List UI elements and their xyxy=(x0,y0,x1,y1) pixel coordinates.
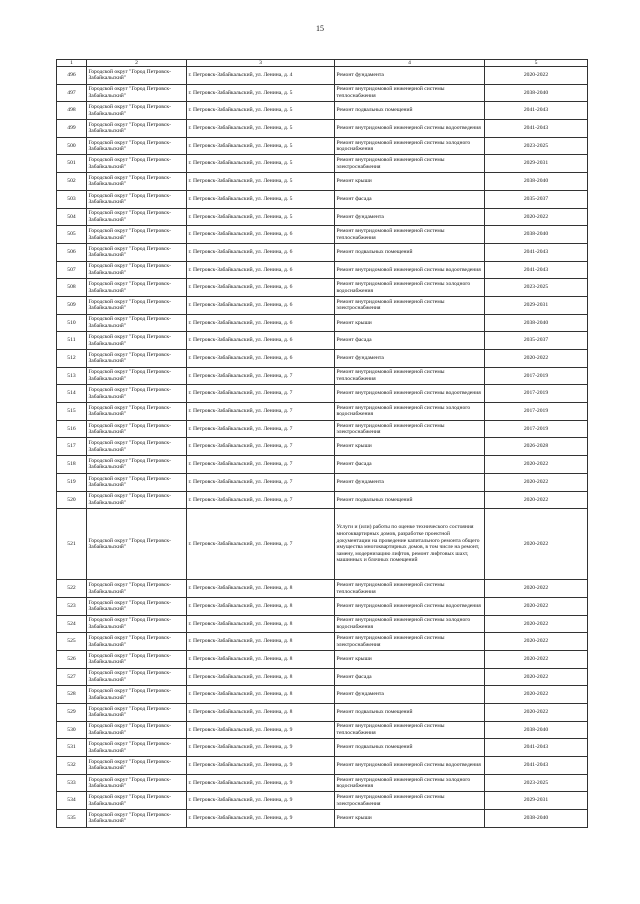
table-row xyxy=(57,403,588,421)
municipality-cell: Городской округ "Город Петровск-Забайкальский" xyxy=(87,226,187,244)
address-cell: г. Петровск-Забайкальский, ул. Ленина, д. 5 xyxy=(187,173,335,191)
period-cell: 2020-2022 xyxy=(485,473,588,491)
municipality-cell: Городской округ "Город Петровск-Забайкальский" xyxy=(87,438,187,456)
period-cell: 2020-2022 xyxy=(485,456,588,474)
address-cell: г. Петровск-Забайкальский, ул. Ленина, д. 8 xyxy=(187,686,335,704)
table-row xyxy=(57,721,588,739)
table-row xyxy=(57,208,588,226)
table-row xyxy=(57,67,588,85)
row-number: 527 xyxy=(57,668,87,686)
work-type-cell: Ремонт фундамента xyxy=(335,350,485,368)
row-number: 517 xyxy=(57,438,87,456)
table-row xyxy=(57,456,588,474)
municipality-cell: Городской округ "Город Петровск-Забайкальский" xyxy=(87,739,187,757)
work-type-cell: Ремонт крыши xyxy=(335,810,485,828)
period-cell: 2038-2040 xyxy=(485,721,588,739)
address-cell: г. Петровск-Забайкальский, ул. Ленина, д. 8 xyxy=(187,668,335,686)
work-type-cell: Ремонт фундамента xyxy=(335,473,485,491)
column-header: 3 xyxy=(187,60,335,67)
table-row xyxy=(57,597,588,615)
work-type-cell: Ремонт подвальных помещений xyxy=(335,739,485,757)
address-cell: г. Петровск-Забайкальский, ул. Ленина, д. 5 xyxy=(187,208,335,226)
municipality-cell: Городской округ "Город Петровск-Забайкальский" xyxy=(87,190,187,208)
work-type-cell: Ремонт фасада xyxy=(335,456,485,474)
row-number: 534 xyxy=(57,792,87,810)
address-cell: г. Петровск-Забайкальский, ул. Ленина, д. 9 xyxy=(187,774,335,792)
work-type-cell: Ремонт внутридомовой инженерной системы электроснабжения xyxy=(335,420,485,438)
row-number: 503 xyxy=(57,190,87,208)
table-row xyxy=(57,704,588,722)
period-cell: 2017-2019 xyxy=(485,403,588,421)
address-cell: г. Петровск-Забайкальский, ул. Ленина, д. 7 xyxy=(187,385,335,403)
address-cell: г. Петровск-Забайкальский, ул. Ленина, д. 9 xyxy=(187,721,335,739)
municipality-cell: Городской округ "Город Петровск-Забайкальский" xyxy=(87,155,187,173)
period-cell: 2017-2019 xyxy=(485,385,588,403)
municipality-cell: Городской округ "Город Петровск-Забайкальский" xyxy=(87,84,187,102)
row-number: 514 xyxy=(57,385,87,403)
row-number: 504 xyxy=(57,208,87,226)
period-cell: 2026-2028 xyxy=(485,438,588,456)
work-type-cell: Ремонт внутридомовой инженерной системы холодного водоснабжения xyxy=(335,774,485,792)
period-cell: 2020-2022 xyxy=(485,650,588,668)
address-cell: г. Петровск-Забайкальский, ул. Ленина, д. 5 xyxy=(187,155,335,173)
work-type-cell: Ремонт подвальных помещений xyxy=(335,102,485,120)
work-type-cell: Ремонт внутридомовой инженерной системы электроснабжения xyxy=(335,296,485,314)
address-cell: г. Петровск-Забайкальский, ул. Ленина, д. 6 xyxy=(187,261,335,279)
address-cell: г. Петровск-Забайкальский, ул. Ленина, д. 6 xyxy=(187,226,335,244)
row-number: 524 xyxy=(57,615,87,633)
work-type-cell: Ремонт подвальных помещений xyxy=(335,704,485,722)
row-number: 525 xyxy=(57,633,87,651)
municipality-cell: Городской округ "Город Петровск-Забайкальский" xyxy=(87,774,187,792)
work-type-cell: Услуги и (или) работы по оценке технического состояния многоквартирных домов, разработке проектной документации на проведение капитального ремонта общего имущества многоквартирных домов, в том числе на ремонт, замену, модернизацию лифтов, ремонт лифтовых шахт, машинных и блочных помещений xyxy=(335,509,485,580)
period-cell: 2020-2022 xyxy=(485,491,588,509)
address-cell: г. Петровск-Забайкальский, ул. Ленина, д. 7 xyxy=(187,509,335,580)
work-type-cell: Ремонт внутридомовой инженерной системы водоотведения xyxy=(335,385,485,403)
row-number: 518 xyxy=(57,456,87,474)
row-number: 533 xyxy=(57,774,87,792)
table-row xyxy=(57,102,588,120)
address-cell: г. Петровск-Забайкальский, ул. Ленина, д. 6 xyxy=(187,314,335,332)
municipality-cell: Городской округ "Город Петровск-Забайкальский" xyxy=(87,491,187,509)
address-cell: г. Петровск-Забайкальский, ул. Ленина, д. 6 xyxy=(187,243,335,261)
work-type-cell: Ремонт крыши xyxy=(335,173,485,191)
row-number: 498 xyxy=(57,102,87,120)
row-number: 502 xyxy=(57,173,87,191)
municipality-cell: Городской округ "Город Петровск-Забайкальский" xyxy=(87,509,187,580)
table-row xyxy=(57,633,588,651)
period-cell: 2041-2043 xyxy=(485,739,588,757)
table-row xyxy=(57,296,588,314)
table-row xyxy=(57,367,588,385)
row-number: 513 xyxy=(57,367,87,385)
row-number: 529 xyxy=(57,704,87,722)
work-type-cell: Ремонт фундамента xyxy=(335,686,485,704)
address-cell: г. Петровск-Забайкальский, ул. Ленина, д. 5 xyxy=(187,120,335,138)
work-type-cell: Ремонт внутридомовой инженерной системы теплоснабжения xyxy=(335,84,485,102)
row-number: 526 xyxy=(57,650,87,668)
address-cell: г. Петровск-Забайкальский, ул. Ленина, д. 6 xyxy=(187,350,335,368)
period-cell: 2041-2043 xyxy=(485,757,588,775)
table-row xyxy=(57,650,588,668)
period-cell: 2038-2040 xyxy=(485,173,588,191)
period-cell: 2020-2022 xyxy=(485,668,588,686)
period-cell: 2020-2022 xyxy=(485,615,588,633)
period-cell: 2020-2022 xyxy=(485,350,588,368)
row-number: 509 xyxy=(57,296,87,314)
period-cell: 2029-2031 xyxy=(485,296,588,314)
municipality-cell: Городской округ "Город Петровск-Забайкальский" xyxy=(87,420,187,438)
row-number: 511 xyxy=(57,332,87,350)
period-cell: 2041-2043 xyxy=(485,102,588,120)
row-number: 497 xyxy=(57,84,87,102)
municipality-cell: Городской округ "Город Петровск-Забайкальский" xyxy=(87,67,187,85)
address-cell: г. Петровск-Забайкальский, ул. Ленина, д. 5 xyxy=(187,137,335,155)
address-cell: г. Петровск-Забайкальский, ул. Ленина, д. 5 xyxy=(187,102,335,120)
period-cell: 2023-2025 xyxy=(485,774,588,792)
table-row xyxy=(57,615,588,633)
work-type-cell: Ремонт внутридомовой инженерной системы теплоснабжения xyxy=(335,226,485,244)
address-cell: г. Петровск-Забайкальский, ул. Ленина, д. 9 xyxy=(187,739,335,757)
period-cell: 2041-2043 xyxy=(485,261,588,279)
row-number: 508 xyxy=(57,279,87,297)
work-type-cell: Ремонт внутридомовой инженерной системы водоотведения xyxy=(335,757,485,775)
table-row xyxy=(57,332,588,350)
table-row xyxy=(57,792,588,810)
period-cell: 2029-2031 xyxy=(485,792,588,810)
table-row xyxy=(57,137,588,155)
address-cell: г. Петровск-Забайкальский, ул. Ленина, д. 6 xyxy=(187,332,335,350)
column-header: 1 xyxy=(57,60,87,67)
work-type-cell: Ремонт внутридомовой инженерной системы водоотведения xyxy=(335,597,485,615)
period-cell: 2038-2040 xyxy=(485,226,588,244)
period-cell: 2017-2019 xyxy=(485,367,588,385)
period-cell: 2020-2022 xyxy=(485,67,588,85)
work-type-cell: Ремонт крыши xyxy=(335,650,485,668)
municipality-cell: Городской округ "Город Петровск-Забайкальский" xyxy=(87,367,187,385)
column-header: 4 xyxy=(335,60,485,67)
row-number: 512 xyxy=(57,350,87,368)
address-cell: г. Петровск-Забайкальский, ул. Ленина, д. 8 xyxy=(187,633,335,651)
table-row xyxy=(57,491,588,509)
work-type-cell: Ремонт внутридомовой инженерной системы теплоснабжения xyxy=(335,580,485,598)
work-type-cell: Ремонт внутридомовой инженерной системы электроснабжения xyxy=(335,792,485,810)
address-cell: г. Петровск-Забайкальский, ул. Ленина, д. 8 xyxy=(187,650,335,668)
row-number: 520 xyxy=(57,491,87,509)
period-cell: 2038-2040 xyxy=(485,84,588,102)
period-cell: 2020-2022 xyxy=(485,208,588,226)
table-row xyxy=(57,757,588,775)
row-number: 500 xyxy=(57,137,87,155)
address-cell: г. Петровск-Забайкальский, ул. Ленина, д. 5 xyxy=(187,190,335,208)
period-cell: 2038-2040 xyxy=(485,810,588,828)
table-row xyxy=(57,84,588,102)
period-cell: 2020-2022 xyxy=(485,633,588,651)
municipality-cell: Городской округ "Город Петровск-Забайкальский" xyxy=(87,243,187,261)
table-row xyxy=(57,509,588,580)
municipality-cell: Городской округ "Город Петровск-Забайкальский" xyxy=(87,473,187,491)
table-row xyxy=(57,350,588,368)
row-number: 530 xyxy=(57,721,87,739)
table-header-row xyxy=(57,60,588,67)
municipality-cell: Городской округ "Город Петровск-Забайкальский" xyxy=(87,296,187,314)
work-type-cell: Ремонт внутридомовой инженерной системы холодного водоснабжения xyxy=(335,403,485,421)
address-cell: г. Петровск-Забайкальский, ул. Ленина, д. 7 xyxy=(187,403,335,421)
row-number: 531 xyxy=(57,739,87,757)
municipality-cell: Городской округ "Город Петровск-Забайкальский" xyxy=(87,350,187,368)
row-number: 499 xyxy=(57,120,87,138)
row-number: 506 xyxy=(57,243,87,261)
period-cell: 2023-2025 xyxy=(485,279,588,297)
work-type-cell: Ремонт внутридомовой инженерной системы теплоснабжения xyxy=(335,367,485,385)
table-row xyxy=(57,668,588,686)
municipality-cell: Городской округ "Город Петровск-Забайкальский" xyxy=(87,633,187,651)
row-number: 535 xyxy=(57,810,87,828)
municipality-cell: Городской округ "Город Петровск-Забайкальский" xyxy=(87,721,187,739)
table-row xyxy=(57,261,588,279)
table-row xyxy=(57,420,588,438)
address-cell: г. Петровск-Забайкальский, ул. Ленина, д. 6 xyxy=(187,279,335,297)
work-type-cell: Ремонт фасада xyxy=(335,332,485,350)
work-type-cell: Ремонт фундамента xyxy=(335,67,485,85)
municipality-cell: Городской округ "Город Петровск-Забайкальский" xyxy=(87,173,187,191)
table-row xyxy=(57,686,588,704)
table-row xyxy=(57,314,588,332)
period-cell: 2020-2022 xyxy=(485,597,588,615)
municipality-cell: Городской округ "Город Петровск-Забайкальский" xyxy=(87,279,187,297)
work-type-cell: Ремонт внутридомовой инженерной системы электроснабжения xyxy=(335,633,485,651)
address-cell: г. Петровск-Забайкальский, ул. Ленина, д. 4 xyxy=(187,67,335,85)
address-cell: г. Петровск-Забайкальский, ул. Ленина, д. 8 xyxy=(187,580,335,598)
row-number: 501 xyxy=(57,155,87,173)
work-type-cell: Ремонт внутридомовой инженерной системы водоотведения xyxy=(335,261,485,279)
municipality-cell: Городской округ "Город Петровск-Забайкальский" xyxy=(87,403,187,421)
row-number: 521 xyxy=(57,509,87,580)
municipality-cell: Городской округ "Город Петровск-Забайкальский" xyxy=(87,704,187,722)
period-cell: 2041-2043 xyxy=(485,243,588,261)
row-number: 507 xyxy=(57,261,87,279)
table-row xyxy=(57,120,588,138)
work-type-cell: Ремонт фасада xyxy=(335,668,485,686)
period-cell: 2035-2037 xyxy=(485,332,588,350)
table-row xyxy=(57,173,588,191)
municipality-cell: Городской округ "Город Петровск-Забайкальский" xyxy=(87,137,187,155)
work-type-cell: Ремонт фундамента xyxy=(335,208,485,226)
table-row xyxy=(57,155,588,173)
municipality-cell: Городской округ "Город Петровск-Забайкальский" xyxy=(87,757,187,775)
row-number: 519 xyxy=(57,473,87,491)
municipality-cell: Городской округ "Город Петровск-Забайкальский" xyxy=(87,456,187,474)
municipality-cell: Городской округ "Город Петровск-Забайкальский" xyxy=(87,385,187,403)
table-row xyxy=(57,279,588,297)
address-cell: г. Петровск-Забайкальский, ул. Ленина, д. 8 xyxy=(187,615,335,633)
row-number: 505 xyxy=(57,226,87,244)
municipality-cell: Городской округ "Город Петровск-Забайкальский" xyxy=(87,208,187,226)
work-type-cell: Ремонт внутридомовой инженерной системы водоотведения xyxy=(335,120,485,138)
column-header: 5 xyxy=(485,60,588,67)
row-number: 523 xyxy=(57,597,87,615)
table-row xyxy=(57,243,588,261)
period-cell: 2038-2040 xyxy=(485,314,588,332)
table-row xyxy=(57,190,588,208)
address-cell: г. Петровск-Забайкальский, ул. Ленина, д. 7 xyxy=(187,473,335,491)
municipality-cell: Городской округ "Город Петровск-Забайкальский" xyxy=(87,580,187,598)
table-row xyxy=(57,810,588,828)
municipality-cell: Городской округ "Город Петровск-Забайкальский" xyxy=(87,615,187,633)
row-number: 528 xyxy=(57,686,87,704)
table-row xyxy=(57,739,588,757)
address-cell: г. Петровск-Забайкальский, ул. Ленина, д. 6 xyxy=(187,296,335,314)
period-cell: 2041-2043 xyxy=(485,120,588,138)
column-header: 2 xyxy=(87,60,187,67)
municipality-cell: Городской округ "Город Петровск-Забайкальский" xyxy=(87,650,187,668)
period-cell: 2020-2022 xyxy=(485,704,588,722)
address-cell: г. Петровск-Забайкальский, ул. Ленина, д. 7 xyxy=(187,420,335,438)
address-cell: г. Петровск-Забайкальский, ул. Ленина, д. 9 xyxy=(187,810,335,828)
work-type-cell: Ремонт подвальных помещений xyxy=(335,491,485,509)
work-type-cell: Ремонт внутридомовой инженерной системы холодного водоснабжения xyxy=(335,279,485,297)
row-number: 510 xyxy=(57,314,87,332)
row-number: 532 xyxy=(57,757,87,775)
municipality-cell: Городской округ "Город Петровск-Забайкальский" xyxy=(87,314,187,332)
period-cell: 2035-2037 xyxy=(485,190,588,208)
row-number: 496 xyxy=(57,67,87,85)
address-cell: г. Петровск-Забайкальский, ул. Ленина, д. 9 xyxy=(187,757,335,775)
municipality-cell: Городской округ "Город Петровск-Забайкальский" xyxy=(87,668,187,686)
work-type-cell: Ремонт крыши xyxy=(335,314,485,332)
row-number: 522 xyxy=(57,580,87,598)
work-type-cell: Ремонт внутридомовой инженерной системы холодного водоснабжения xyxy=(335,137,485,155)
address-cell: г. Петровск-Забайкальский, ул. Ленина, д. 7 xyxy=(187,456,335,474)
address-cell: г. Петровск-Забайкальский, ул. Ленина, д. 7 xyxy=(187,491,335,509)
municipality-cell: Городской округ "Город Петровск-Забайкальский" xyxy=(87,792,187,810)
work-type-cell: Ремонт внутридомовой инженерной системы теплоснабжения xyxy=(335,721,485,739)
municipality-cell: Городской округ "Город Петровск-Забайкальский" xyxy=(87,810,187,828)
row-number: 515 xyxy=(57,403,87,421)
address-cell: г. Петровск-Забайкальский, ул. Ленина, д. 7 xyxy=(187,367,335,385)
table-row xyxy=(57,438,588,456)
municipality-cell: Городской округ "Город Петровск-Забайкальский" xyxy=(87,261,187,279)
municipality-cell: Городской округ "Город Петровск-Забайкальский" xyxy=(87,102,187,120)
work-type-cell: Ремонт подвальных помещений xyxy=(335,243,485,261)
page-number: 15 xyxy=(316,24,324,33)
table-row xyxy=(57,473,588,491)
capital-repair-table xyxy=(56,59,588,828)
period-cell: 2023-2025 xyxy=(485,137,588,155)
table-row xyxy=(57,226,588,244)
period-cell: 2029-2031 xyxy=(485,155,588,173)
table-row xyxy=(57,385,588,403)
address-cell: г. Петровск-Забайкальский, ул. Ленина, д. 8 xyxy=(187,597,335,615)
table-row xyxy=(57,774,588,792)
table-row xyxy=(57,580,588,598)
period-cell: 2020-2022 xyxy=(485,686,588,704)
municipality-cell: Городской округ "Город Петровск-Забайкальский" xyxy=(87,120,187,138)
address-cell: г. Петровск-Забайкальский, ул. Ленина, д. 8 xyxy=(187,704,335,722)
address-cell: г. Петровск-Забайкальский, ул. Ленина, д. 9 xyxy=(187,792,335,810)
work-type-cell: Ремонт внутридомовой инженерной системы электроснабжения xyxy=(335,155,485,173)
municipality-cell: Городской округ "Город Петровск-Забайкальский" xyxy=(87,597,187,615)
municipality-cell: Городской округ "Город Петровск-Забайкальский" xyxy=(87,332,187,350)
period-cell: 2017-2019 xyxy=(485,420,588,438)
work-type-cell: Ремонт крыши xyxy=(335,438,485,456)
work-type-cell: Ремонт фасада xyxy=(335,190,485,208)
period-cell: 2020-2022 xyxy=(485,580,588,598)
address-cell: г. Петровск-Забайкальский, ул. Ленина, д. 5 xyxy=(187,84,335,102)
period-cell: 2020-2022 xyxy=(485,509,588,580)
address-cell: г. Петровск-Забайкальский, ул. Ленина, д. 7 xyxy=(187,438,335,456)
municipality-cell: Городской округ "Город Петровск-Забайкальский" xyxy=(87,686,187,704)
work-type-cell: Ремонт внутридомовой инженерной системы холодного водоснабжения xyxy=(335,615,485,633)
row-number: 516 xyxy=(57,420,87,438)
table-body xyxy=(57,67,588,828)
